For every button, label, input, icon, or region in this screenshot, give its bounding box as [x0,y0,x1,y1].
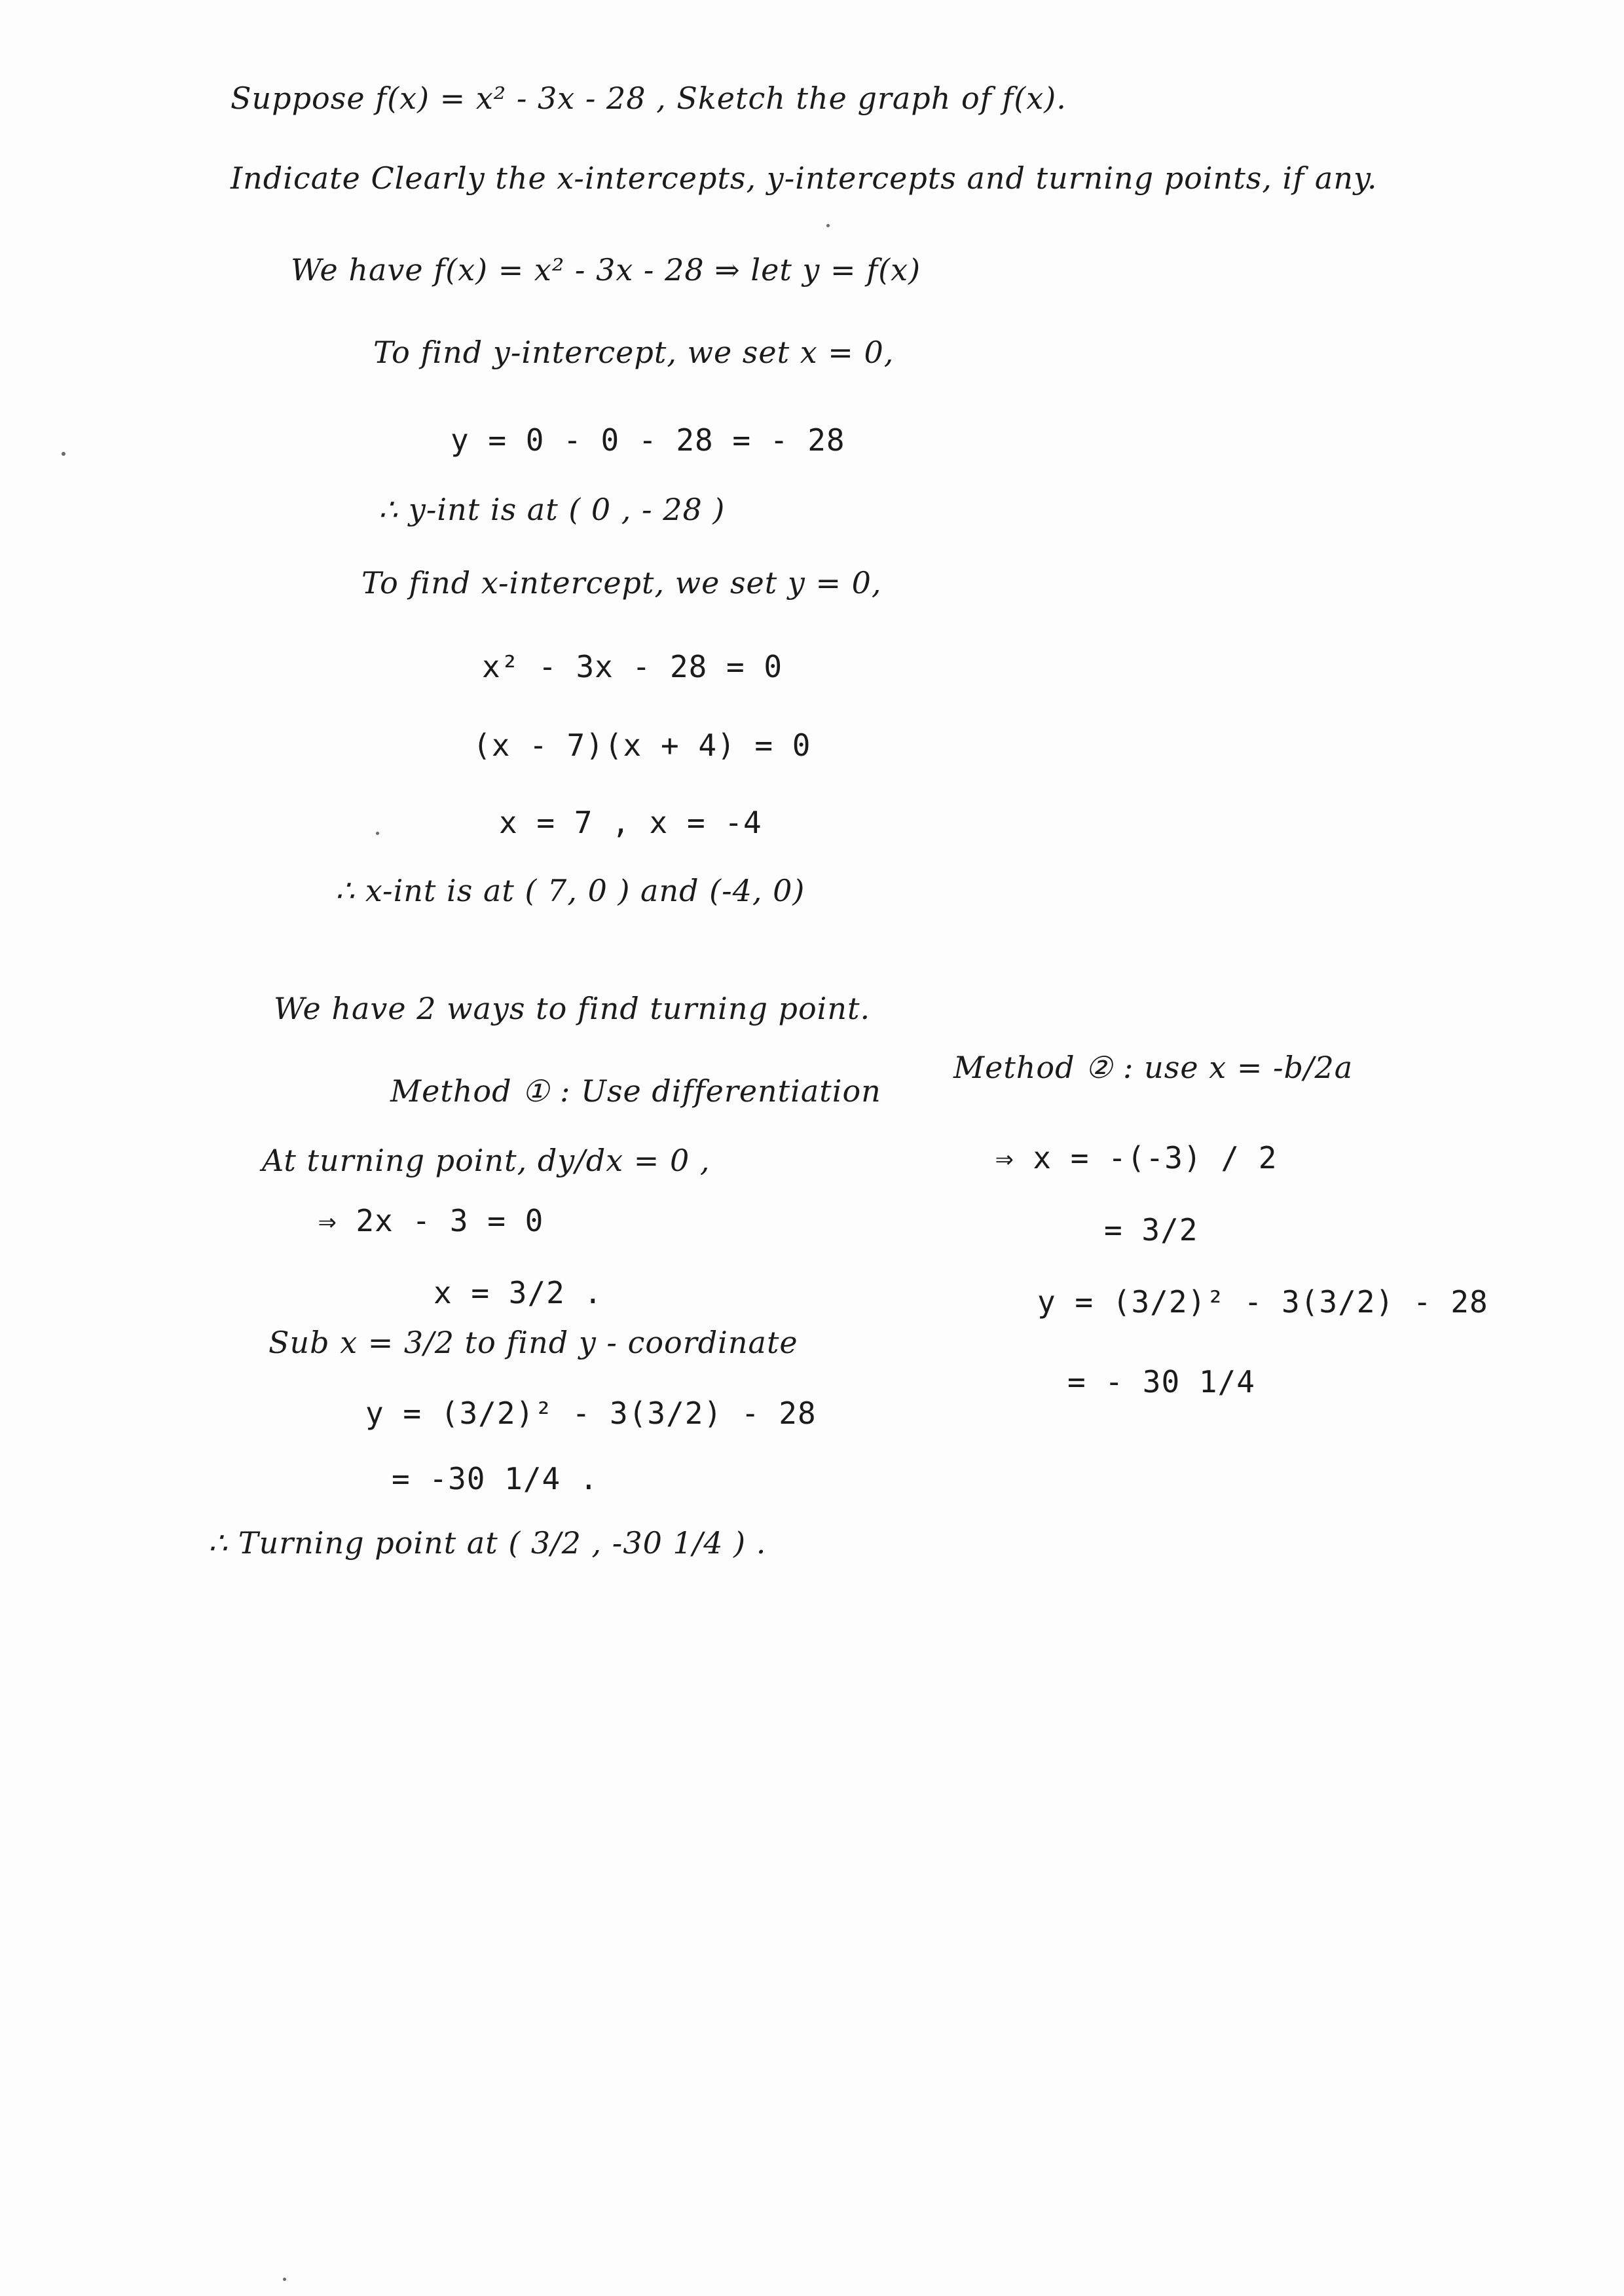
x-intercept-roots: x = 7 , x = -4 [499,805,762,840]
scan-speck [283,2278,286,2281]
x-intercept-equation: x² - 3x - 28 = 0 [482,649,783,684]
y-intercept-result: ∴ y-int is at ( 0 , - 28 ) [378,492,726,527]
method-1-step-5: y = (3/2)² - 3(3/2) - 28 [365,1396,817,1431]
scan-speck [62,452,65,456]
problem-statement-line-2: Indicate Clearly the x-intercepts, y-intercepts and turning points, if any. [231,160,1378,196]
method-1-result: ∴ Turning point at ( 3/2 , -30 1/4 ) . [208,1525,767,1561]
scan-speck [826,224,830,227]
problem-statement-line-1: Suppose f(x) = x² - 3x - 28 , Sketch the graph of f(x). [231,81,1067,116]
x-intercept-factored: (x - 7)(x + 4) = 0 [473,728,811,763]
y-intercept-calculation: y = 0 - 0 - 28 = - 28 [451,422,845,458]
method-2-title: Method ② : use x = -b/2a [953,1050,1354,1085]
method-2-step-1: ⇒ x = -(-3) / 2 [995,1140,1278,1176]
scan-speck [376,832,379,835]
solution-intro: We have f(x) = x² - 3x - 28 ⇒ let y = f(x) [291,252,921,287]
x-intercept-result: ∴ x-int is at ( 7, 0 ) and (-4, 0) [335,873,805,908]
x-intercept-heading: To find x-intercept, we set y = 0, [361,565,882,601]
method-1-step-3: x = 3/2 . [434,1275,603,1310]
method-1-step-6: = -30 1/4 . [392,1461,599,1496]
method-1-step-1: At turning point, dy/dx = 0 , [262,1143,710,1178]
method-2-step-2: = 3/2 [1104,1212,1198,1248]
y-intercept-heading: To find y-intercept, we set x = 0, [373,335,895,370]
method-1-title: Method ① : Use differentiation [390,1073,881,1109]
method-2-step-4: = - 30 1/4 [1067,1364,1255,1399]
method-1-step-4: Sub x = 3/2 to find y - coordinate [268,1325,798,1360]
method-1-step-2: ⇒ 2x - 3 = 0 [318,1203,544,1238]
method-2-step-3: y = (3/2)² - 3(3/2) - 28 [1037,1284,1488,1320]
turning-point-intro: We have 2 ways to find turning point. [274,991,871,1026]
